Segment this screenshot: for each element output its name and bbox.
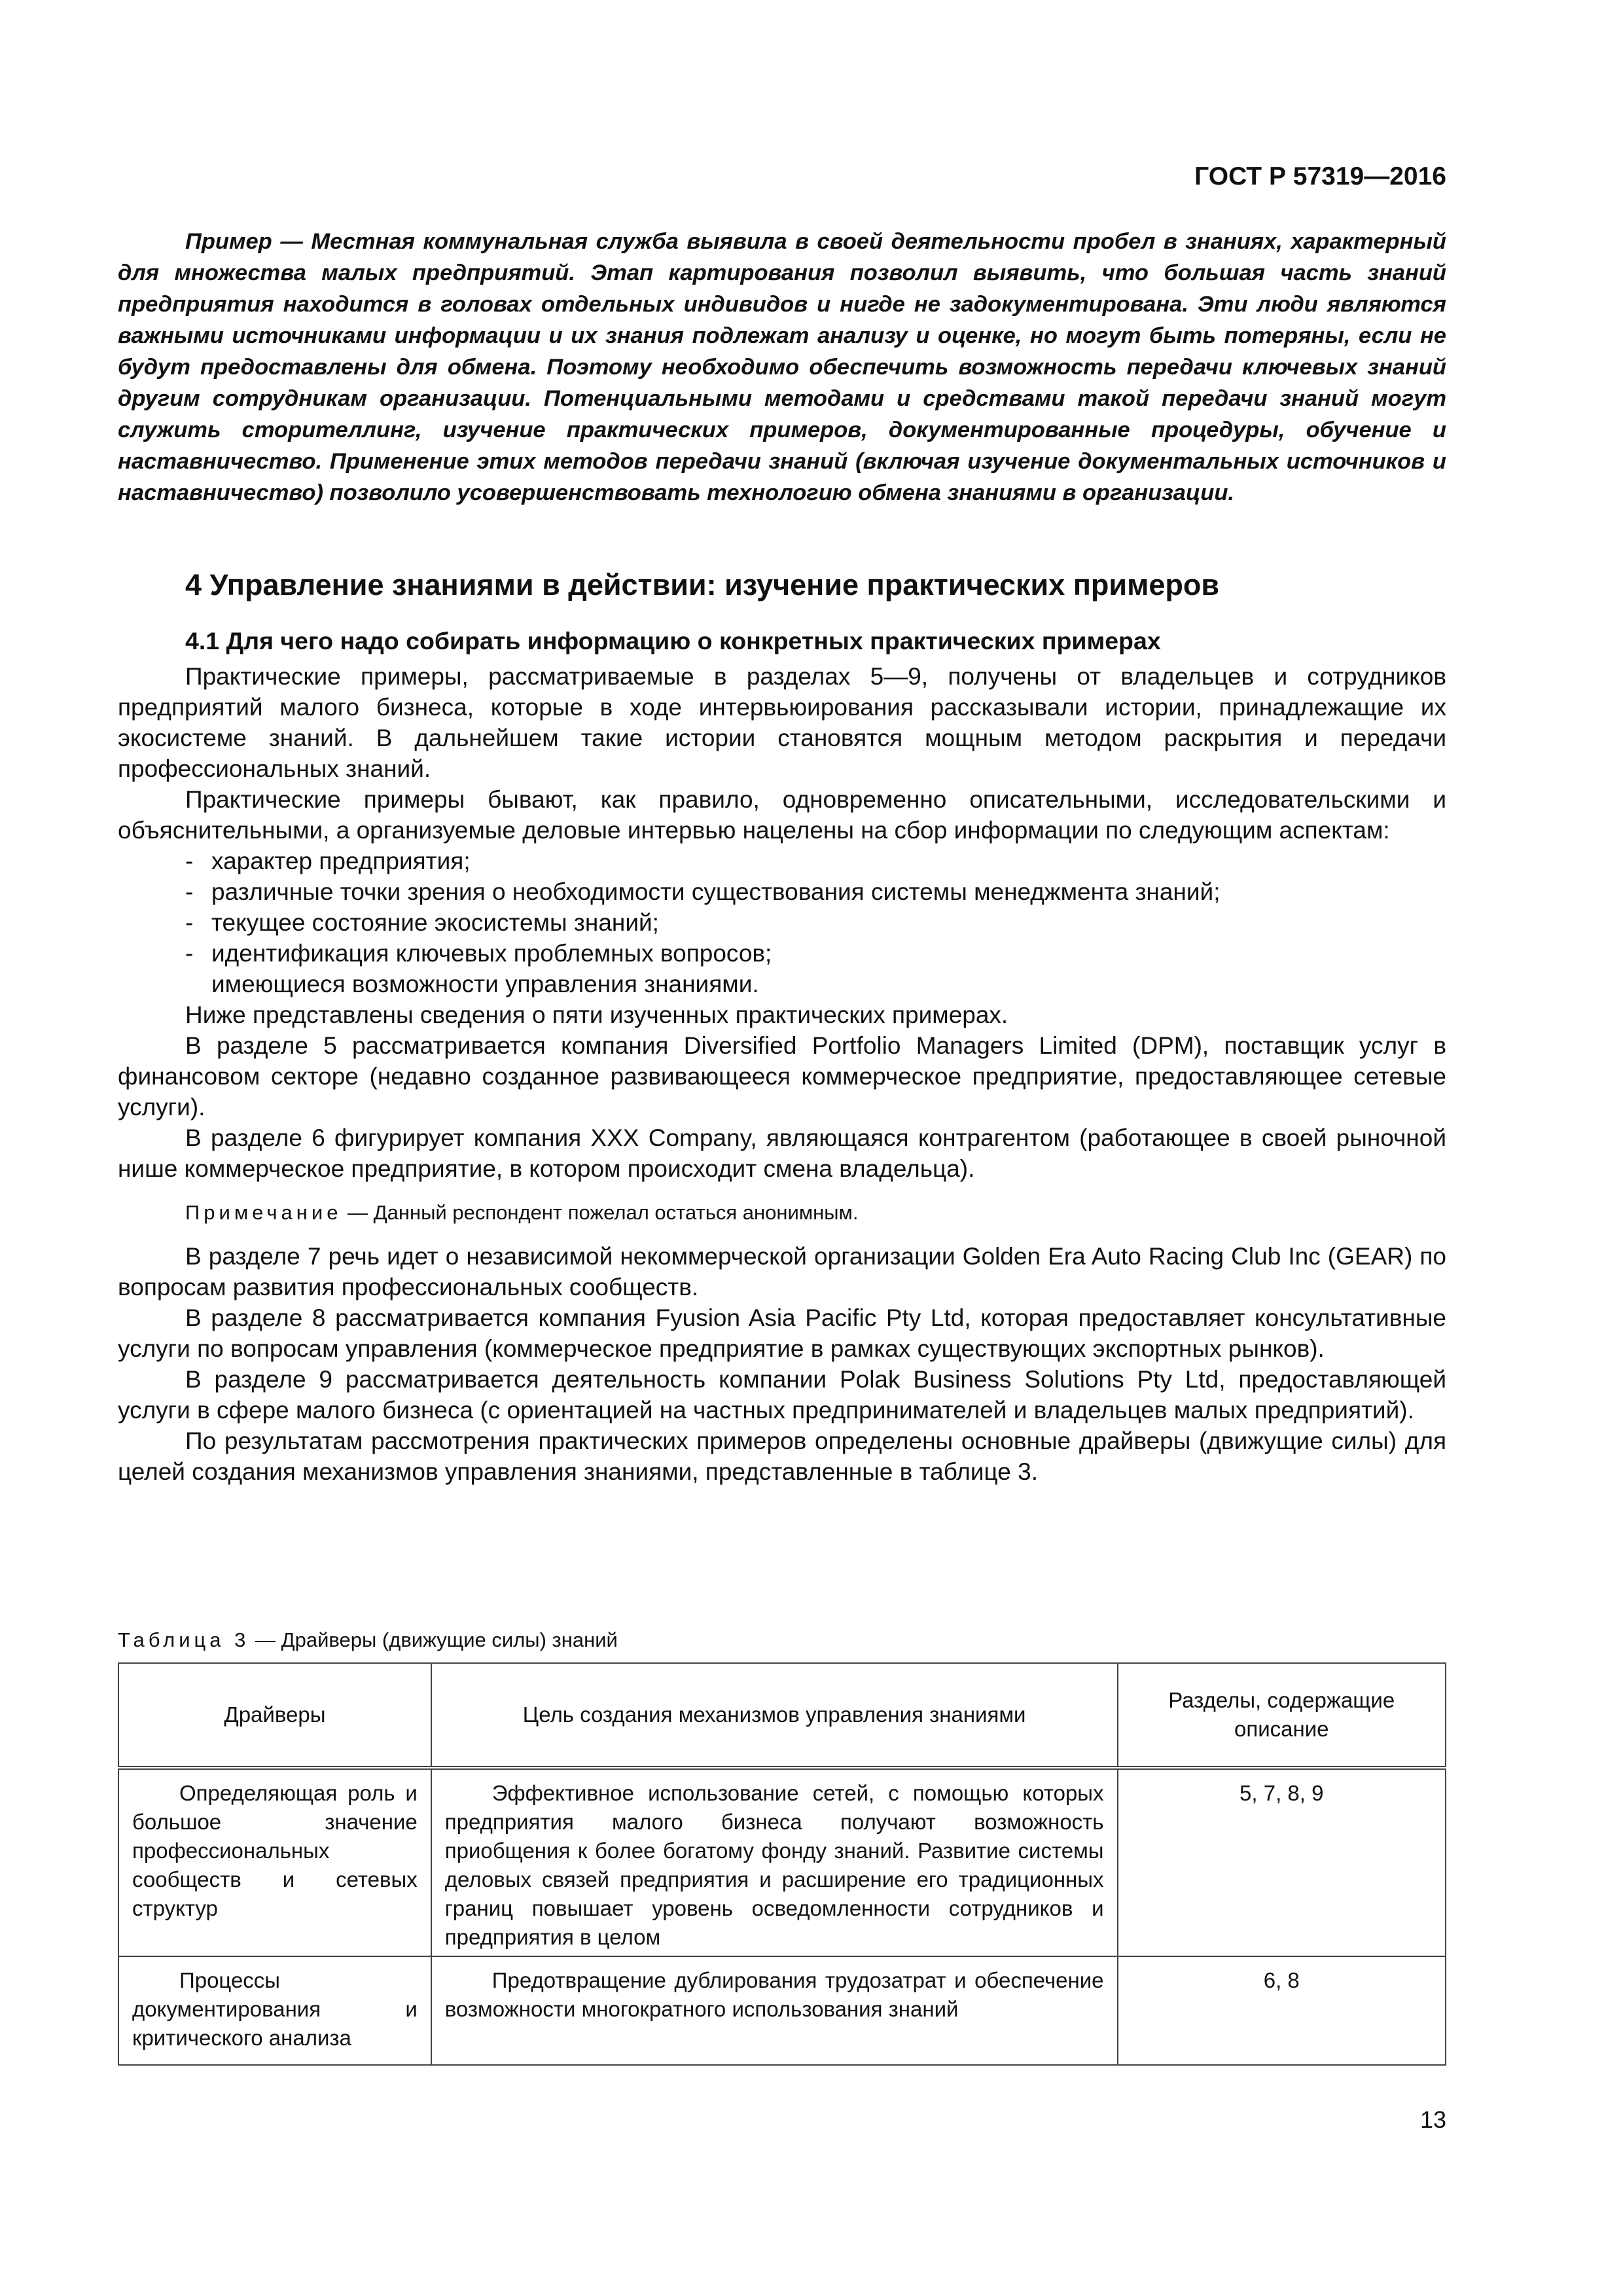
table-caption-text: — Драйверы (движущие силы) знаний <box>249 1628 618 1651</box>
body-text <box>118 661 1446 1487</box>
table-cell-driver: Определяющая роль и большое значение профессиональных сообществ и сетевых структур <box>118 1768 431 1956</box>
table-cell-goal: Предотвращение дублирования трудозатрат и обеспечение возможности многократного использования знаний <box>431 1956 1118 2065</box>
table-caption-label: Таблица 3 <box>118 1628 250 1651</box>
list-item-text: идентификация ключевых проблемных вопросов; <box>211 940 772 967</box>
table-cell-sections: 6, 8 <box>1118 1956 1446 2065</box>
list-dash: - <box>185 848 194 874</box>
list-item <box>118 846 1446 876</box>
note <box>118 1197 1446 1228</box>
table-row <box>118 1768 1446 1956</box>
paragraph: В разделе 8 рассматривается компания Fyusion Asia Pacific Pty Ltd, которая предоставляет консультативные услуги по вопросам управления (коммерческое предприятие в рамках существующих экспортных рынков). <box>118 1304 1446 1362</box>
subsection-title: 4.1 Для чего надо собирать информацию о конкретных практических примерах <box>185 627 1161 655</box>
table-cell-goal: Эффективное использование сетей, с помощью которых предприятия малого бизнеса получают возможность приобщения к более богатому фонду знаний. Развитие системы деловых связей предприятия и расширение его традиционных границ повышает уровень осведомленности сотрудников и предприятия в целом <box>431 1768 1118 1956</box>
standard-number-header: ГОСТ Р 57319—2016 <box>1194 162 1446 190</box>
table-caption <box>118 1628 618 1652</box>
list-item-text: различные точки зрения о необходимости существования системы менеджмента знаний; <box>211 878 1221 905</box>
list-item <box>118 969 1446 999</box>
list-dash: - <box>185 909 194 936</box>
list-item-text: имеющиеся возможности управления знаниями. <box>211 971 759 997</box>
column-header-drivers: Драйверы <box>118 1663 431 1768</box>
list-item-text: характер предприятия; <box>211 848 471 874</box>
paragraph: Ниже представлены сведения о пяти изученных практических примерах. <box>185 1001 1008 1028</box>
list-dash: - <box>185 878 194 905</box>
column-header-goal: Цель создания механизмов управления знаниями <box>431 1663 1118 1768</box>
list-item <box>118 938 1446 969</box>
table-header-row <box>118 1663 1446 1768</box>
aspects-list <box>118 846 1446 999</box>
list-item <box>118 907 1446 938</box>
paragraph: В разделе 5 рассматривается компания Diversified Portfolio Managers Limited (DPM), поставщик услуг в финансовом секторе (недавно созданное развивающееся коммерческое предприятие, предоставляющее сетевые услуги). <box>118 1032 1446 1121</box>
paragraph: В разделе 6 фигурирует компания XXX Company, являющаяся контрагентом (работающее в своей рыночной нише коммерческое предприятие, в котором происходит смена владельца). <box>118 1124 1446 1182</box>
paragraph: Практические примеры бывают, как правило, одновременно описательными, исследовательскими и объяснительными, а организуемые деловые интервью нацелены на сбор информации по следующим аспектам: <box>118 786 1446 844</box>
table-cell-driver: Процессы документирования и критического анализа <box>118 1956 431 2065</box>
column-header-sections: Разделы, содержащие описание <box>1118 1663 1446 1768</box>
example-paragraph: Пример — Местная коммунальная служба выявила в своей деятельности пробел в знаниях, характерный для множества малых предприятий. Этап картирования позволил выявить, что большая часть знаний предприятия находится в головах отдельных индивидов и нигде не задокументирована. Эти люди являются важными источниками информации и их знания подлежат анализу и оценке, но могут быть потеряны, если не будут предоставлены для обмена. Поэтому необходимо обеспечить возможность передачи ключевых знаний другим сотрудникам организации. Потенциальными методами и средствами такой передачи знаний могут служить сторителлинг, изучение практических примеров, документированные процедуры, обучение и наставничество. Применение этих методов передачи знаний (включая изучение документальных источников и наставничество) позволило усовершенствовать технологию обмена знаниями в организации. <box>118 229 1446 505</box>
note-text: — Данный респондент пожелал остаться анонимным. <box>342 1201 859 1224</box>
list-item <box>118 876 1446 907</box>
list-dash: - <box>185 940 194 967</box>
note-label: Примечание <box>185 1201 342 1224</box>
paragraph: В разделе 9 рассматривается деятельность компании Polak Business Solutions Pty Ltd, предоставляющей услуги в сфере малого бизнеса (с ориентацией на частных предпринимателей и владельцев малых предприятий). <box>118 1366 1446 1424</box>
paragraph: В разделе 7 речь идет о независимой некоммерческой организации Golden Era Auto Racing Club Inc (GEAR) по вопросам развития профессиональных сообществ. <box>118 1243 1446 1300</box>
paragraph: Практические примеры, рассматриваемые в разделах 5—9, получены от владельцев и сотрудников предприятий малого бизнеса, которые в ходе интервьюирования рассказывали истории, принадлежащие их экосистеме знаний. В дальнейшем такие истории становятся мощным методом раскрытия и передачи профессиональных знаний. <box>118 663 1446 782</box>
table-cell-sections: 5, 7, 8, 9 <box>1118 1768 1446 1956</box>
table-row <box>118 1956 1446 2065</box>
drivers-table <box>118 1662 1446 2066</box>
page-number: 13 <box>1419 2106 1446 2133</box>
paragraph: По результатам рассмотрения практических примеров определены основные драйверы (движущие силы) для целей создания механизмов управления знаниями, представленные в таблице 3. <box>118 1427 1446 1485</box>
section-title: 4 Управление знаниями в действии: изучение практических примеров <box>185 568 1220 601</box>
list-item-text: текущее состояние экосистемы знаний; <box>211 909 659 936</box>
